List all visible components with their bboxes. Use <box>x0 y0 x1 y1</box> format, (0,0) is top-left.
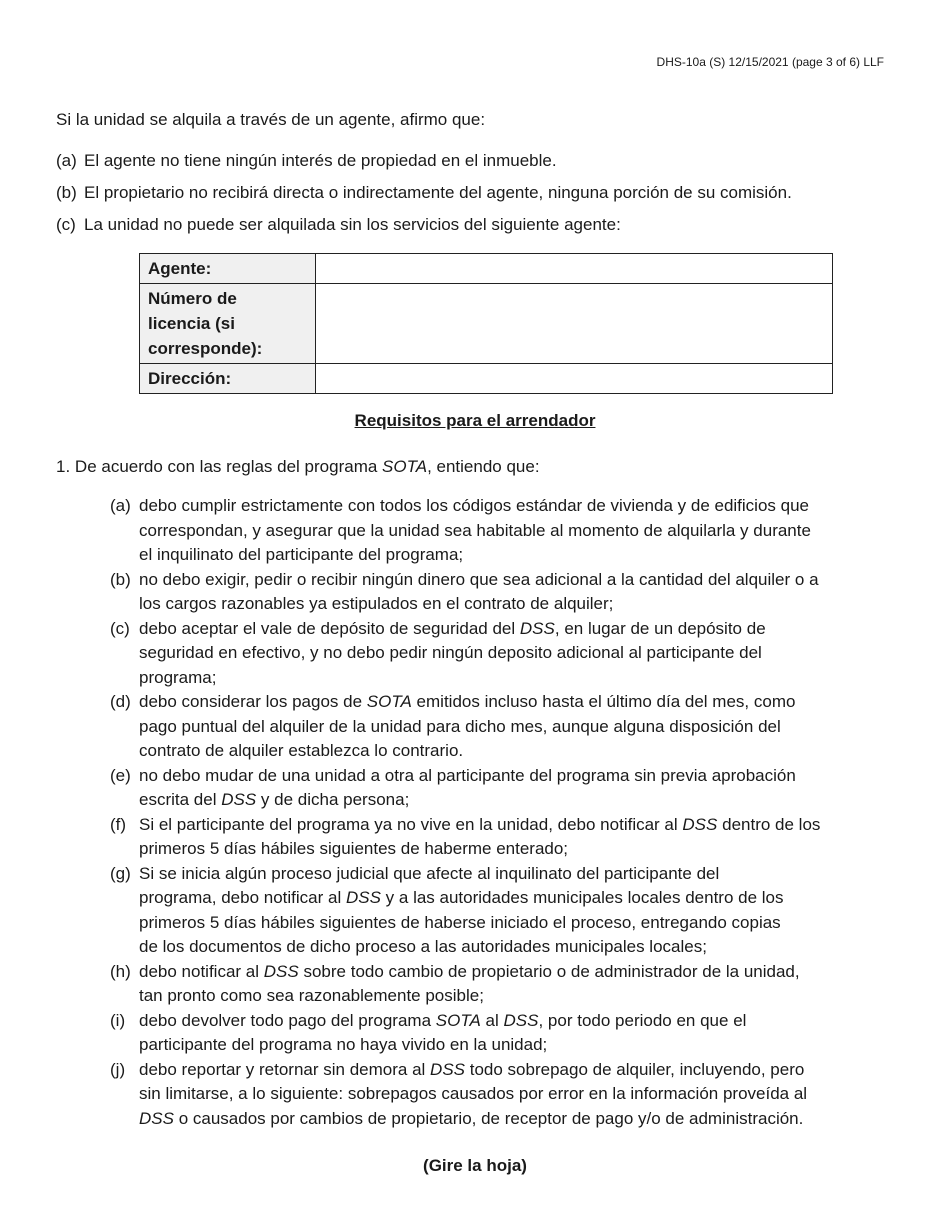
license-row <box>140 284 833 364</box>
line: sin limitarse, a lo siguiente: sobrepagos causados por error en la información proveída al <box>139 1084 808 1103</box>
address-field[interactable] <box>316 364 833 394</box>
affirmation-item <box>56 150 896 182</box>
requirement-item <box>110 1009 890 1058</box>
item-label: (f) <box>110 814 127 834</box>
agency-name: DSS <box>221 790 257 809</box>
item-label: (e) <box>110 765 131 785</box>
item-label: (a) <box>110 496 131 515</box>
line: debo cumplir estrictamente con todos los códigos estándar de vivienda y de edificios que <box>139 496 809 515</box>
license-label-line: licencia (si <box>148 314 235 333</box>
item-label: (j) <box>110 1059 126 1079</box>
agency-name: DSS <box>430 1059 466 1079</box>
line: contrato de alquiler establezca lo contrario. <box>139 741 464 760</box>
form-code: DHS-10a (S) 12/15/2021 (page 3 of 6) LLF <box>656 55 884 69</box>
requirement-item <box>110 1058 890 1132</box>
agent-row <box>140 254 833 284</box>
agency-name: DSS <box>139 1108 174 1128</box>
line: primeros 5 días hábiles siguientes de haberme enterado; <box>139 839 569 858</box>
requirements-list <box>110 494 890 1131</box>
requirement-intro-text: De acuerdo con las reglas del programa <box>74 457 378 476</box>
agency-name: DSS <box>682 814 718 834</box>
text-run: debo devolver todo pago del programa <box>139 1010 432 1030</box>
requirement-intro <box>56 457 540 477</box>
agency-name: DSS <box>345 888 381 907</box>
section-title: Requisitos para el arrendador <box>354 411 596 430</box>
line: los cargos razonables ya estipulados en el contrato de alquiler; <box>139 594 614 613</box>
item-label: (b) <box>110 569 131 589</box>
program-name: SOTA <box>382 457 428 476</box>
item-label: (a) <box>56 151 77 170</box>
item-label: (i) <box>110 1010 126 1030</box>
line: programa; <box>139 667 217 687</box>
requirement-item <box>110 617 890 691</box>
text-run: , en lugar de un depósito de <box>554 618 766 638</box>
address-label: Dirección: <box>140 364 316 394</box>
requirement-item <box>110 568 890 617</box>
text-run: emitidos incluso hasta el último día del mes, como <box>416 692 796 711</box>
text-run: Si el participante del programa ya no vive en la unidad, debo notificar al <box>139 814 678 834</box>
text-run: debo aceptar el vale de depósito de seguridad del <box>139 618 516 638</box>
text-run: dentro de los <box>722 814 821 834</box>
requirement-item <box>110 494 890 568</box>
item-text <box>139 862 890 960</box>
text-run: debo considerar los pagos de <box>139 692 363 711</box>
requirement-item <box>110 862 890 960</box>
item-text: El propietario no recibirá directa o indirectamente del agente, ninguna porción de su comisión. <box>84 183 792 202</box>
line: tan pronto como sea razonablemente posible; <box>139 986 484 1005</box>
requirement-item <box>110 960 890 1009</box>
item-text <box>139 1058 890 1132</box>
item-text <box>139 568 890 617</box>
turn-page-note: (Gire la hoja) <box>423 1156 527 1175</box>
line: seguridad en efectivo, y no debo pedir ningún deposito adicional al participante del <box>139 643 762 662</box>
requirement-number: 1. <box>56 457 71 476</box>
agent-info-table <box>139 253 833 394</box>
program-name: SOTA <box>435 1010 481 1030</box>
agent-field[interactable] <box>316 254 833 284</box>
item-text <box>139 960 890 1009</box>
item-text: El agente no tiene ningún interés de propiedad en el inmueble. <box>84 151 557 170</box>
agent-label: Agente: <box>140 254 316 284</box>
line: correspondan, y asegurar que la unidad sea habitable al momento de alquilarla y durante <box>139 520 811 540</box>
agency-name: DSS <box>503 1010 539 1030</box>
text-run: o causados por cambios de propietario, de receptor de pago y/o de administración. <box>178 1108 804 1128</box>
requirement-item <box>110 690 890 764</box>
license-field[interactable] <box>316 284 833 364</box>
line: participante del programa no haya vivido en la unidad; <box>139 1035 548 1054</box>
text-run: , por todo periodo en que el <box>538 1010 747 1030</box>
text-run: escrita del <box>139 790 217 809</box>
text-run: y a las autoridades municipales locales dentro de los <box>385 888 784 907</box>
item-text <box>139 1009 890 1058</box>
item-label: (c) <box>110 618 130 638</box>
text-run: programa, debo notificar al <box>139 888 342 907</box>
text-run: debo notificar al <box>139 961 260 981</box>
requirement-item <box>110 813 890 862</box>
text-run: y de dicha persona; <box>260 790 410 809</box>
line: no debo mudar de una unidad a otra al participante del programa sin previa aprobación <box>139 765 796 785</box>
item-label: (g) <box>110 863 131 883</box>
item-text <box>139 764 890 813</box>
affirmation-item <box>56 182 896 214</box>
line: no debo exigir, pedir o recibir ningún dinero que sea adicional a la cantidad del alquiler o a <box>139 569 819 589</box>
item-text: La unidad no puede ser alquilada sin los servicios del siguiente agente: <box>84 215 621 234</box>
line: pago puntual del alquiler de la unidad para dicho mes, aunque alguna disposición del <box>139 716 781 736</box>
item-label: (c) <box>56 215 76 234</box>
line: el inquilinato del participante del programa; <box>139 545 464 564</box>
item-text <box>139 494 890 568</box>
item-text <box>139 690 890 764</box>
affirmation-item <box>56 214 896 246</box>
item-label: (h) <box>110 961 131 981</box>
affirmation-list <box>56 150 896 246</box>
license-label-line: corresponde): <box>148 339 263 358</box>
requirement-intro-tail: , entiendo que: <box>427 457 540 476</box>
agency-name: DSS <box>263 961 299 981</box>
license-label-line: Número de <box>148 289 237 308</box>
text-run: todo sobrepago de alquiler, incluyendo, pero <box>469 1059 805 1079</box>
line: de los documentos de dicho proceso a las autoridades municipales locales; <box>139 937 707 956</box>
item-label: (d) <box>110 692 131 711</box>
license-label <box>140 284 316 364</box>
text-run: al <box>485 1010 499 1030</box>
item-label: (b) <box>56 183 77 202</box>
address-row <box>140 364 833 394</box>
item-text <box>139 813 890 862</box>
intro-text: Si la unidad se alquila a través de un agente, afirmo que: <box>56 110 486 129</box>
line: Si se inicia algún proceso judicial que afecte al inquilinato del participante del <box>139 863 720 883</box>
program-name: SOTA <box>366 692 412 711</box>
requirement-item <box>110 764 890 813</box>
text-run: sobre todo cambio de propietario o de administrador de la unidad, <box>303 961 800 981</box>
text-run: debo reportar y retornar sin demora al <box>139 1059 426 1079</box>
line: primeros 5 días hábiles siguientes de haberse iniciado el proceso, entregando copias <box>139 912 781 932</box>
agency-name: DSS <box>519 618 555 638</box>
item-text <box>139 617 890 691</box>
